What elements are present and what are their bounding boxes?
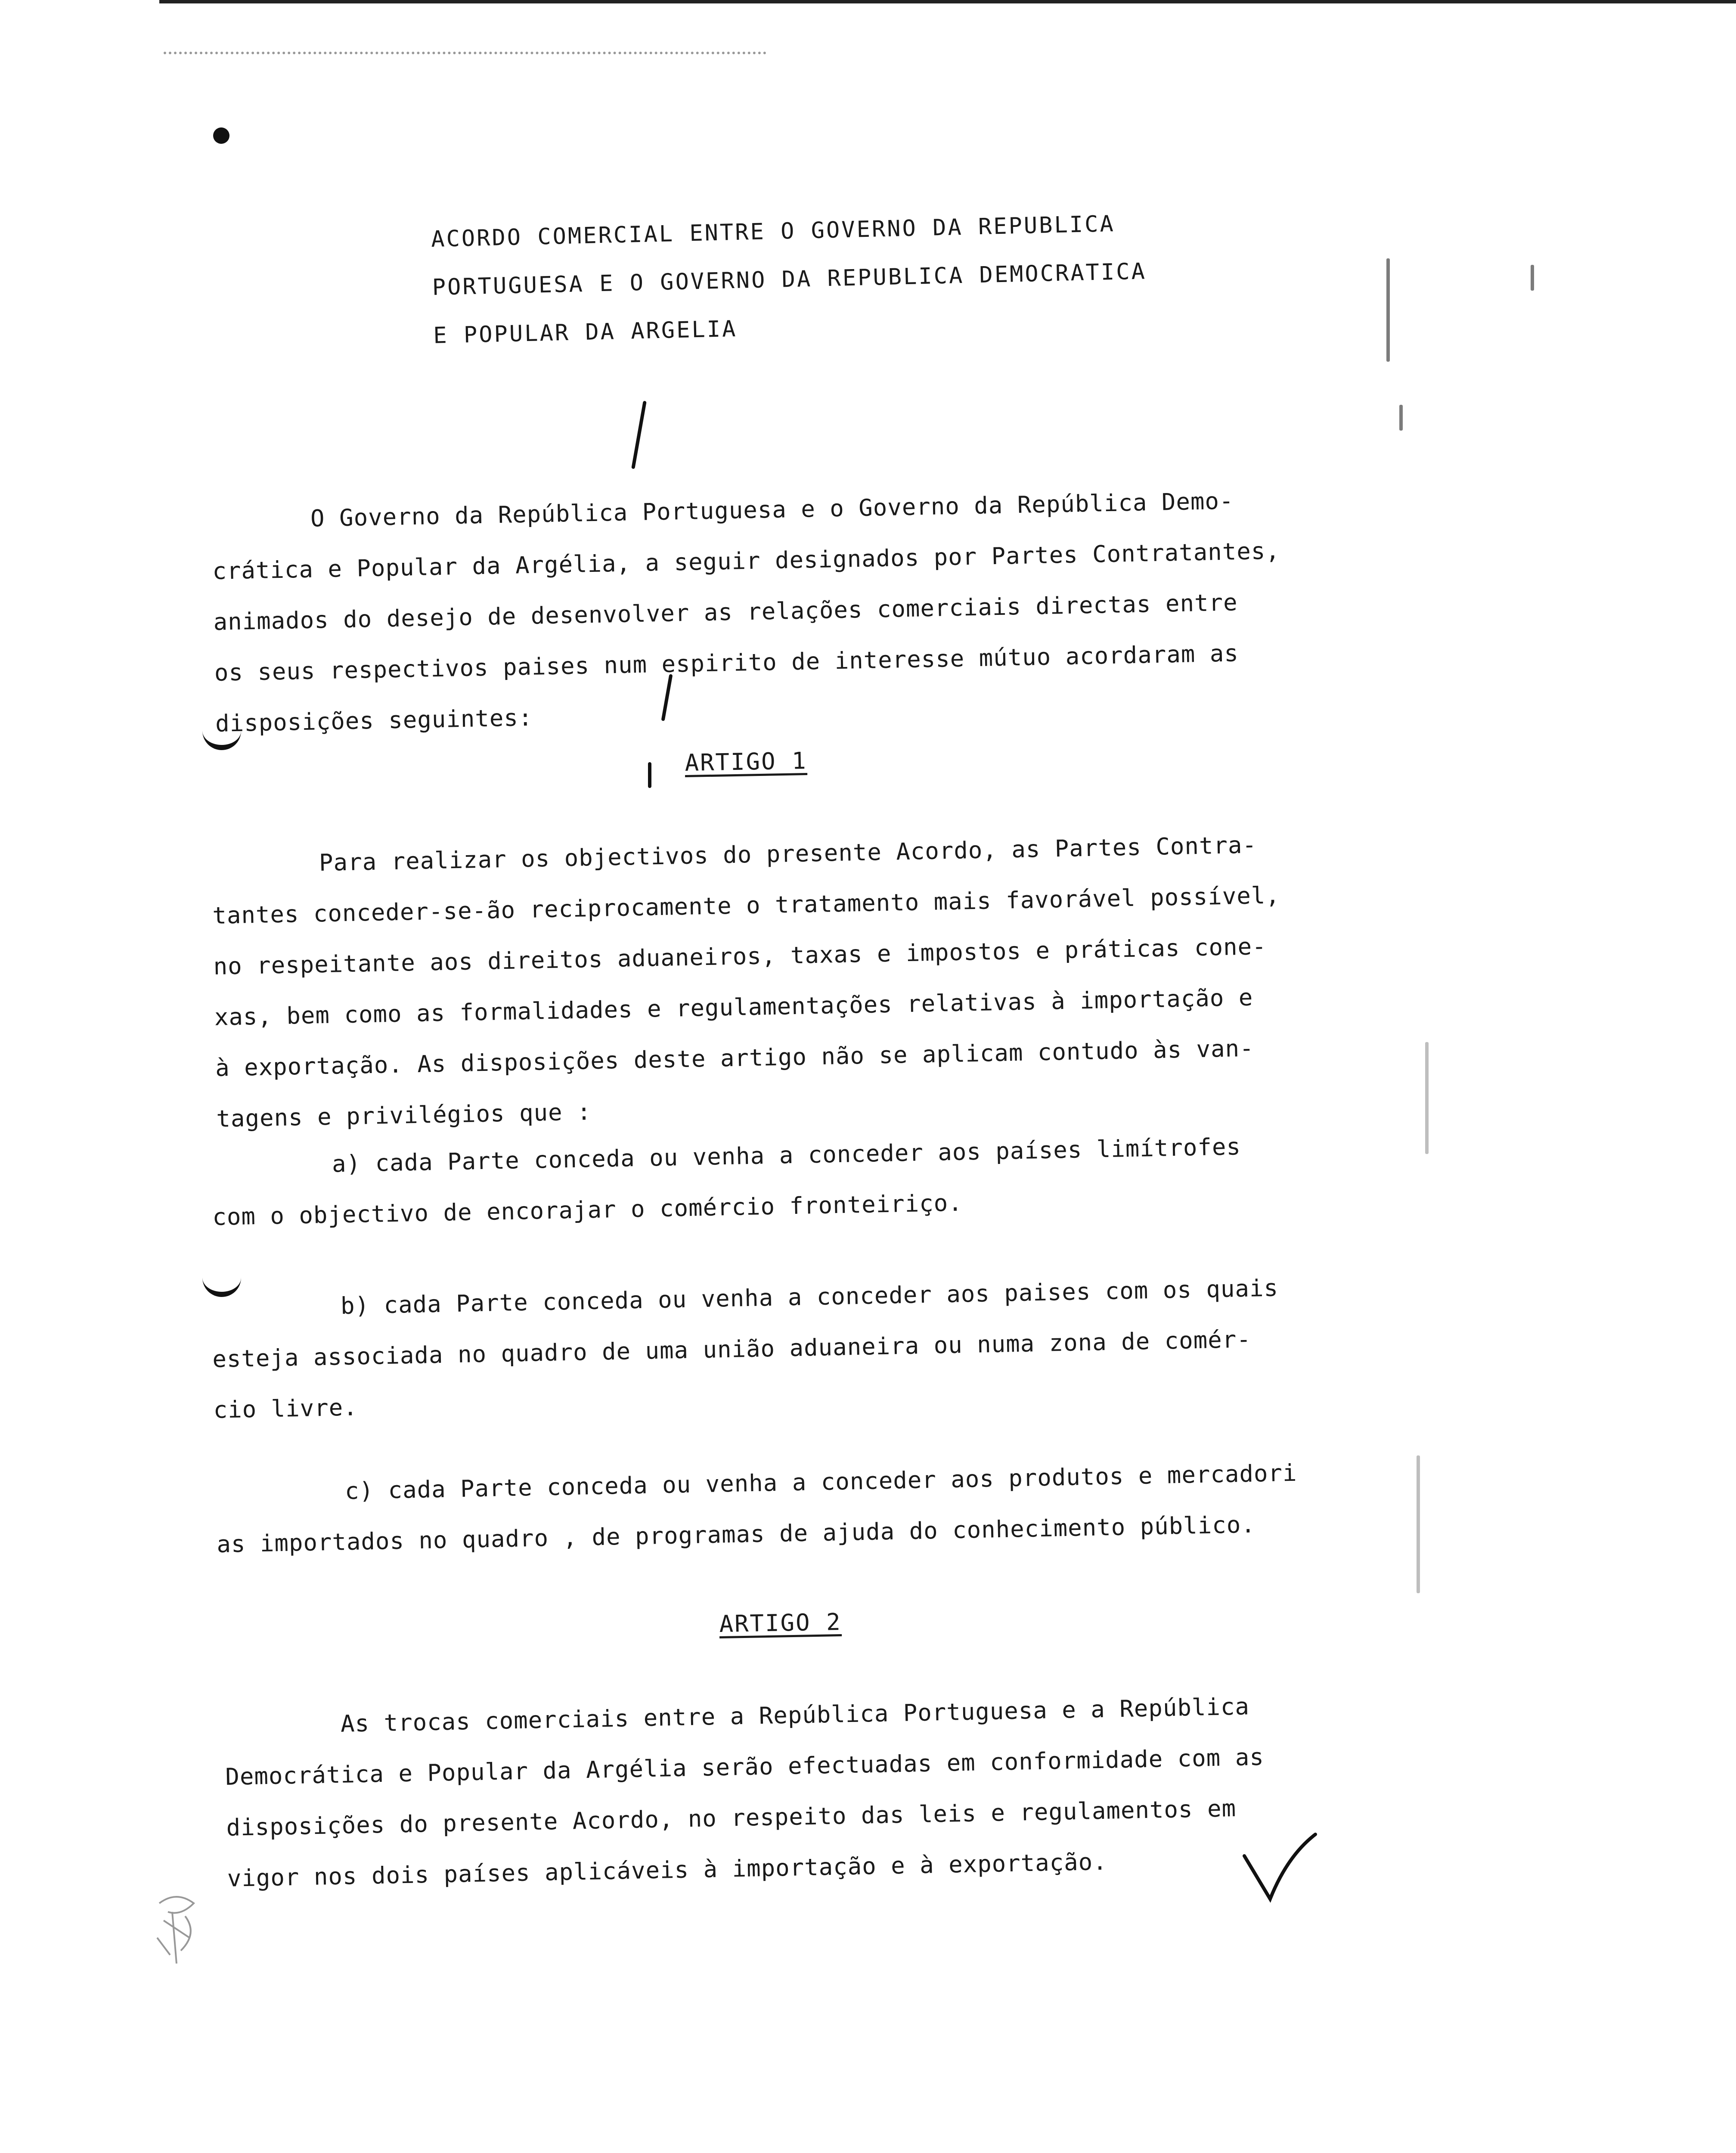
handwritten-checkmark bbox=[1240, 1830, 1318, 1903]
text-line: Democrática e Popular da Argélia serão efectuadas em conformidade com as bbox=[225, 1743, 1265, 1790]
text-line: cio livre. bbox=[213, 1393, 358, 1424]
text-line: disposições do presente Acordo, no respeito das leis e regulamentos em bbox=[226, 1794, 1237, 1841]
text-line: no respeitante aos direitos aduaneiros, taxas e impostos e práticas cone- bbox=[213, 932, 1267, 980]
text-line: a) cada Parte conceda ou venha a conceder aos países limítrofes bbox=[332, 1133, 1241, 1178]
text-line: as importados no quadro , de programas de ajuda do conhecimento público. bbox=[216, 1511, 1256, 1558]
top-edge-rule bbox=[159, 0, 1736, 3]
text-line: c) cada Parte conceda ou venha a conceder aos produtos e mercadori bbox=[344, 1459, 1297, 1505]
scan-noise-strip bbox=[164, 52, 766, 60]
text-line: O Governo da República Portuguesa e o Governo da República Demo- bbox=[310, 487, 1234, 532]
article-1-item-c bbox=[215, 1448, 1299, 1570]
text-line: animados do desejo de desenvolver as relações comerciais directas entre bbox=[213, 589, 1238, 636]
text-line: As trocas comerciais entre a República Portuguesa e a República bbox=[340, 1693, 1250, 1737]
article-1-intro bbox=[211, 819, 1284, 1144]
margin-tick bbox=[1425, 1042, 1429, 1154]
article-2-body bbox=[224, 1681, 1266, 1904]
text-line: à exportação. As disposições deste artigo não se aplicam contudo às van- bbox=[215, 1034, 1255, 1082]
punch-hole-mark bbox=[213, 127, 229, 144]
title-line: ACORDO COMERCIAL ENTRE O GOVERNO DA REPUBLICA bbox=[431, 211, 1116, 252]
margin-tick bbox=[1399, 405, 1403, 431]
article-1-heading: ARTIGO 1 bbox=[685, 747, 808, 776]
text-line: os seus respectivos paises num espirito de interesse mútuo acordaram as bbox=[214, 639, 1239, 686]
margin-tick bbox=[1386, 258, 1390, 362]
text-line: vigor nos dois países aplicáveis à importação e à exportação. bbox=[227, 1848, 1108, 1892]
article-1-item-b bbox=[211, 1263, 1281, 1436]
text-line: tagens e privilégios que : bbox=[216, 1098, 592, 1132]
preamble-paragraph bbox=[211, 475, 1283, 749]
text-line: crática e Popular da Argélia, a seguir designados por Partes Contratantes, bbox=[212, 537, 1280, 585]
article-2-heading: ARTIGO 2 bbox=[719, 1608, 842, 1638]
faint-stamp-scribble bbox=[151, 1886, 220, 1972]
text-line: Para realizar os objectivos do presente Acordo, as Partes Contra- bbox=[319, 831, 1257, 877]
title-line: E POPULAR DA ARGELIA bbox=[433, 316, 738, 349]
margin-tick bbox=[1531, 265, 1534, 291]
pen-stroke bbox=[648, 762, 651, 788]
text-line: disposições seguintes: bbox=[215, 704, 533, 737]
document-title bbox=[431, 196, 1295, 360]
text-line: com o objectivo de encorajar o comércio fronteiriço. bbox=[212, 1189, 963, 1231]
article-1-item-a bbox=[211, 1121, 1242, 1243]
margin-tick bbox=[1417, 1455, 1420, 1593]
text-line: b) cada Parte conceda ou venha a conceder aos paises com os quais bbox=[340, 1274, 1279, 1320]
title-line: PORTUGUESA E O GOVERNO DA REPUBLICA DEMOCRATICA bbox=[432, 258, 1147, 301]
text-line: xas, bem como as formalidades e regulamentações relativas à importação e bbox=[214, 983, 1253, 1031]
pen-stroke bbox=[631, 401, 647, 469]
text-line: tantes conceder-se-ão reciprocamente o tratamento mais favorável possível, bbox=[212, 881, 1280, 929]
text-line: esteja associada no quadro de uma união aduaneira ou numa zona de comér- bbox=[212, 1325, 1252, 1373]
